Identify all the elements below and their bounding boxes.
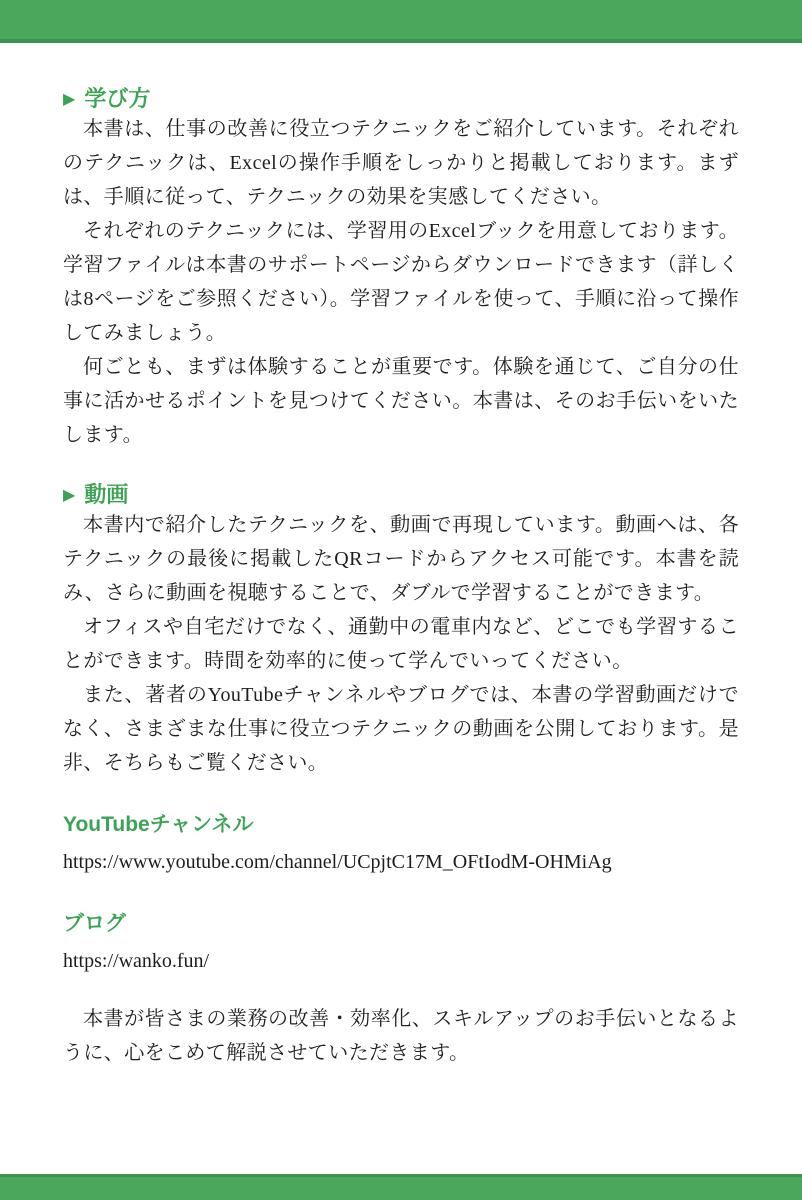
- paragraph: 本書は、仕事の改善に役立つテクニックをご紹介しています。それぞれのテクニックは、Excelの操作手順をしっかりと掲載しております。まずは、手順に従って、テクニックの効果を実感してください。: [63, 118, 739, 208]
- triangle-icon: ▶: [63, 487, 76, 504]
- paragraph: 何ごとも、まずは体験することが重要です。体験を通じて、ご自分の仕事に活かせるポイントを見つけてください。本書は、そのお手伝いをいたします。: [63, 356, 739, 446]
- section-body-learning: [63, 112, 739, 452]
- youtube-channel-heading: YouTubeチャンネル: [63, 813, 254, 836]
- section-heading-learning: [63, 86, 739, 112]
- section-heading-label: 動画: [84, 482, 129, 507]
- bottom-accent-bar: [0, 1174, 802, 1200]
- top-accent-bar: [0, 0, 802, 43]
- section-heading-label: 学び方: [84, 86, 151, 111]
- blog-url: https://wanko.fun/: [63, 950, 210, 972]
- section-heading-video: [63, 482, 739, 508]
- page-content: [0, 43, 802, 1070]
- paragraph: また、著者のYouTubeチャンネルやブログでは、本書の学習動画だけでなく、さまざまな仕事に役立つテクニックの動画を公開しております。是非、そちらもご覧ください。: [63, 684, 739, 774]
- triangle-icon: ▶: [63, 91, 76, 108]
- blog-heading: ブログ: [63, 912, 126, 935]
- youtube-channel-url: https://www.youtube.com/channel/UCpjtC17M_OFtIodM-OHMiAg: [63, 851, 612, 873]
- paragraph: それぞれのテクニックには、学習用のExcelブックを用意しております。学習ファイルは本書のサポートページからダウンロードできます（詳しくは8ページをご参照ください）。学習ファイルを使って、手順に沿って操作してみましょう。: [63, 220, 739, 344]
- paragraph: 本書内で紹介したテクニックを、動画で再現しています。動画へは、各テクニックの最後に掲載したQRコードからアクセス可能です。本書を読み、さらに動画を視聴することで、ダブルで学習することができます。: [63, 514, 739, 604]
- paragraph: オフィスや自宅だけでなく、通勤中の電車内など、どこでも学習することができます。時間を効率的に使って学んでいってください。: [63, 616, 739, 672]
- closing-paragraph: 本書が皆さまの業務の改善・効率化、スキルアップのお手伝いとなるように、心をこめて解説させていただきます。: [63, 1008, 739, 1064]
- section-body-video: [63, 508, 739, 780]
